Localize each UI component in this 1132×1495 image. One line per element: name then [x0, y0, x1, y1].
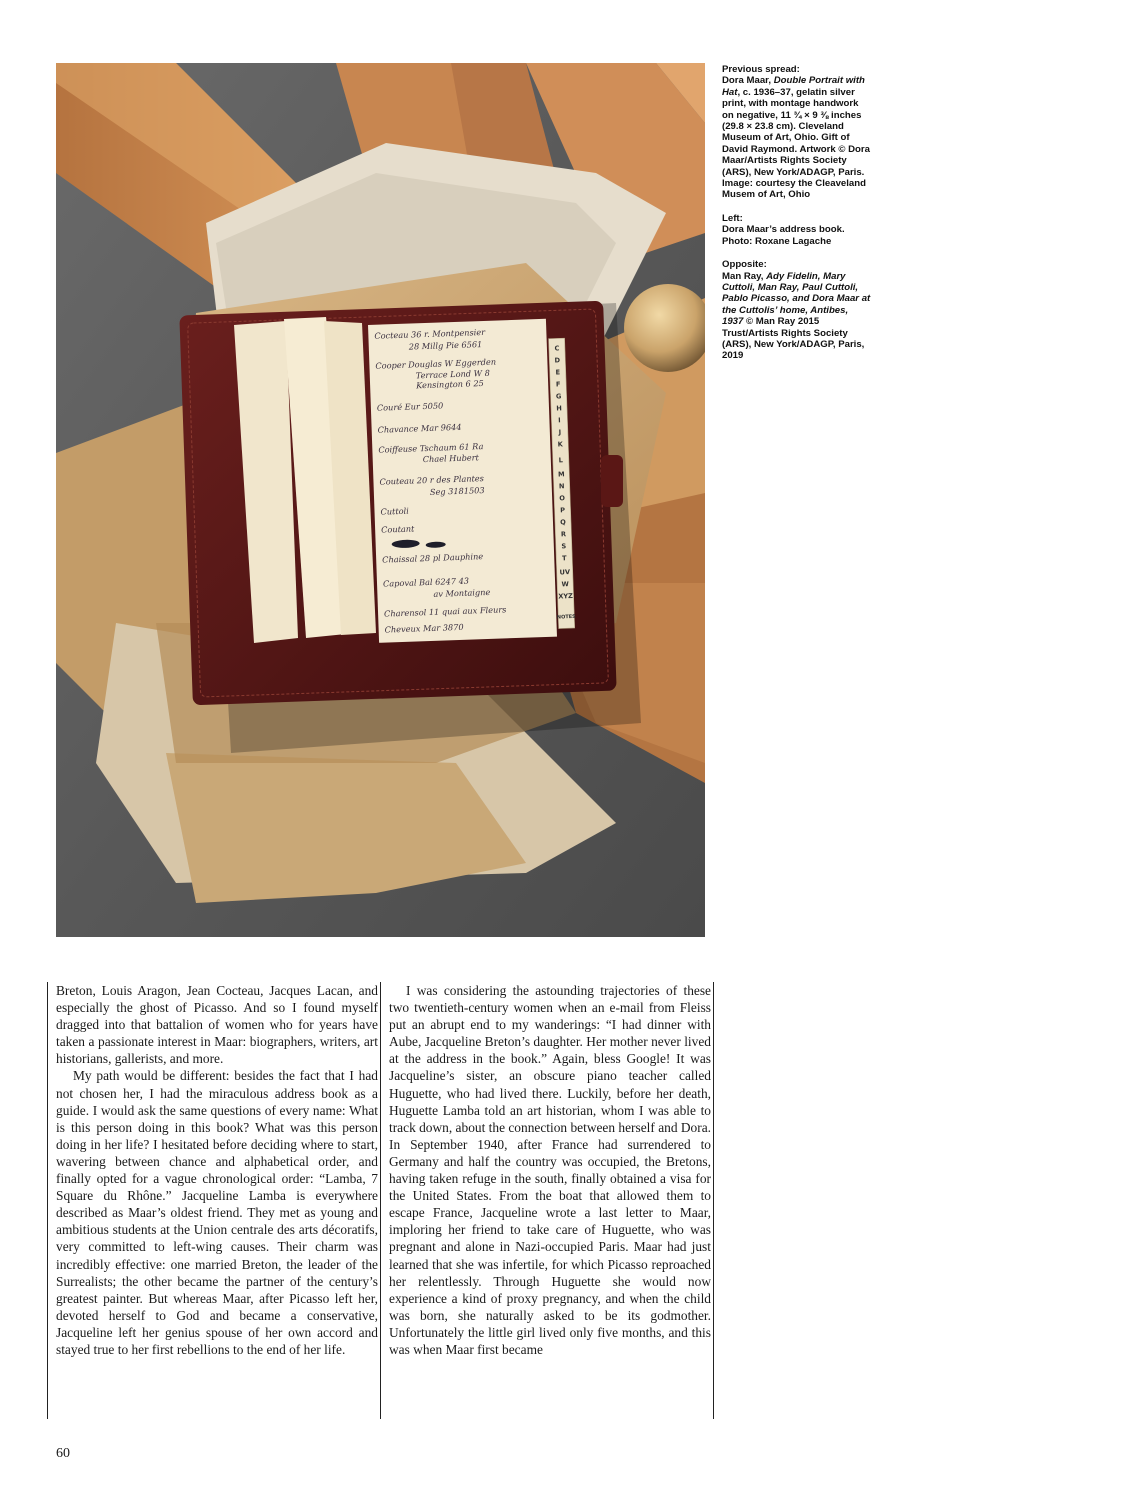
caption-heading: Opposite: — [722, 259, 767, 271]
column-rule — [713, 982, 714, 1419]
index-tab: D — [554, 356, 561, 365]
handwritten-entry: Seg 3181503 — [429, 485, 485, 497]
body-column-right — [389, 982, 711, 1358]
caption-opposite — [722, 259, 872, 362]
handwritten-entry: av Montaigne — [433, 586, 491, 599]
index-tab: UV — [559, 568, 571, 577]
caption-artwork-title: Double Portrait with Hat — [722, 75, 865, 98]
index-tab: K — [557, 440, 563, 449]
caption-text: Man Ray, — [722, 270, 767, 282]
handwritten-entry: Cocteau 36 r. Montpensier — [374, 326, 486, 341]
photo-captions — [722, 64, 872, 374]
index-tab: N — [558, 482, 565, 491]
index-tab: XYZ — [558, 592, 574, 601]
handwritten-entry: Chavance Mar 9644 — [377, 421, 462, 435]
caption-heading: Left: — [722, 212, 743, 224]
index-tab: L — [558, 456, 564, 465]
index-tab: H — [556, 404, 562, 413]
caption-text: , c. 1936–37, gelatin silver print, with montage handwork on negative, 11 ¾ × 9 ⅜ inches (29.8 × 23.8 cm). Cleveland Museum of Art, Ohio. Gift of David Raymond. Artwork © Dora Maar/Artists Rights Society (ARS), New York/ADAGP, Paris. Image: courtesy the Cleaveland Musem of Art, Ohio — [722, 86, 870, 201]
index-tab: I — [558, 416, 561, 425]
address-book-illustration — [56, 63, 705, 937]
caption-text: Dora Maar, — [722, 75, 774, 87]
index-tab: Q — [560, 518, 566, 527]
caption-left — [722, 213, 872, 247]
caption-heading: Previous spread: — [722, 64, 800, 75]
caption-text: Dora Maar’s address book. Photo: Roxane Lagache — [722, 224, 845, 247]
column-rule — [380, 982, 381, 1419]
index-tab: O — [559, 494, 566, 503]
body-paragraph: My path would be different: besides the fact that I had not chosen her, I had the miraculous address book as a guide. I would ask the same questions of every name: What is this person doing in this book? What was this person doing in her life? I hesitated before deciding where to start, wavering between chance and alphabetical order, and finally opted for a vague chronological order: “Lamba, 7 Square du Rhône.” Jacqueline Lamba is everywhere described as Maar’s oldest friend. They met as young and ambitious students at the Union centrale des arts décoratifs, very committed to left-wing causes. Their charm was incredibly effective: one married Breton, the leader of the Surrealists; the other became the partner of the century’s greatest painter. But whereas Maar, after Picasso left her, devoted herself to God and became a conservative, Jacqueline left her genius spouse of her own accord and stayed true to her first rebellions to the end of her life. — [56, 1068, 378, 1357]
handwritten-entry: 28 Millg Pie 6561 — [408, 339, 483, 352]
handwritten-entry: Cuttoli — [380, 505, 409, 517]
index-tab: C — [554, 344, 560, 353]
address-book-photo — [56, 63, 705, 937]
index-tab: S — [561, 542, 567, 551]
caption-previous-spread — [722, 64, 872, 201]
body-column-left — [56, 982, 378, 1358]
handwritten-entry: Coutant — [380, 523, 415, 535]
handwritten-entry: Chael Hubert — [422, 452, 480, 465]
index-tab: J — [558, 428, 562, 437]
page-number: 60 — [56, 1446, 70, 1461]
handwritten-entry: Capoval Bal 6247 43 — [382, 575, 470, 589]
caption-artwork-title: Ady Fidelin, Mary Cuttoli, Man Ray, Paul Cuttoli, Pablo Picasso, and Dora Maar at the Cuttolis’ home, Antibes, 1937 — [722, 270, 871, 328]
handwritten-entry: Terrace Lond W 8 — [415, 367, 491, 381]
column-rule — [47, 982, 48, 1419]
index-tab: W — [561, 580, 569, 589]
handwritten-entry: Coiffeuse Tschaum 61 Ra — [378, 441, 484, 455]
index-tab: T — [561, 554, 567, 563]
body-paragraph: Breton, Louis Aragon, Jean Cocteau, Jacques Lacan, and especially the ghost of Picasso. And so I found myself dragged into that battalion of women who for years have taken a passionate interest in Maar: biographers, writers, art historians, gallerists, and more. — [56, 983, 378, 1067]
index-tab: M — [557, 470, 565, 479]
caption-text: © Man Ray 2015 Trust/Artists Rights Society (ARS), New York/ADAGP, Paris, 2019 — [722, 316, 865, 362]
index-tab: E — [555, 368, 561, 377]
handwritten-entry: Couteau 20 r des Plantes — [379, 473, 485, 487]
index-tab: F — [555, 380, 561, 389]
handwritten-entry: Kensington 6 25 — [415, 377, 484, 391]
handwritten-entry: Cheveux Mar 3870 — [384, 621, 464, 635]
notebook-page — [368, 318, 577, 643]
handwritten-entry: Cooper Douglas W Eggerden — [375, 356, 497, 371]
index-tab: P — [560, 506, 566, 515]
handwritten-entry: Couré Eur 5050 — [376, 400, 444, 413]
index-tab: R — [560, 530, 567, 539]
handwritten-entry: Charensol 11 quai aux Fleurs — [383, 604, 507, 619]
index-tab: NOTES — [556, 613, 576, 621]
handwritten-entry: Chaissal 28 pl Dauphine — [382, 551, 484, 565]
index-tab: G — [555, 392, 562, 401]
body-paragraph: I was considering the astounding trajectories of these two twentieth-century women when an e-mail from Fleiss put an abrupt end to my wanderings: “I had dinner with Aube, Jacqueline Breton’s daughter. Her mother never lived at the address in the book.” Again, bless Google! It was Jacqueline’s sister, an obscure piano teacher called Huguette, who had lived there. Luckily, before her death, Huguette Lamba told an art historian, whom I was able to track down, about the connection between herself and Dora. In September 1940, after France had surrendered to Germany and half the country was occupied, the Bretons, having taken refuge in the south, finally obtained a visa for the United States. From the boat that allowed them to escape France, Jacqueline wrote a last letter to Maar, imploring her friend to take care of Huguette, who was pregnant and alone in Nazi-occupied Paris. Maar had just learned that she was infertile, for which Picasso reproached her relentlessly. Through Huguette she would now experience a kind of proxy pregnancy, and when the child was born, she naturally asked to be its godmother. Unfortunately the little girl lived only five months, and this was when Maar first became — [389, 983, 711, 1357]
